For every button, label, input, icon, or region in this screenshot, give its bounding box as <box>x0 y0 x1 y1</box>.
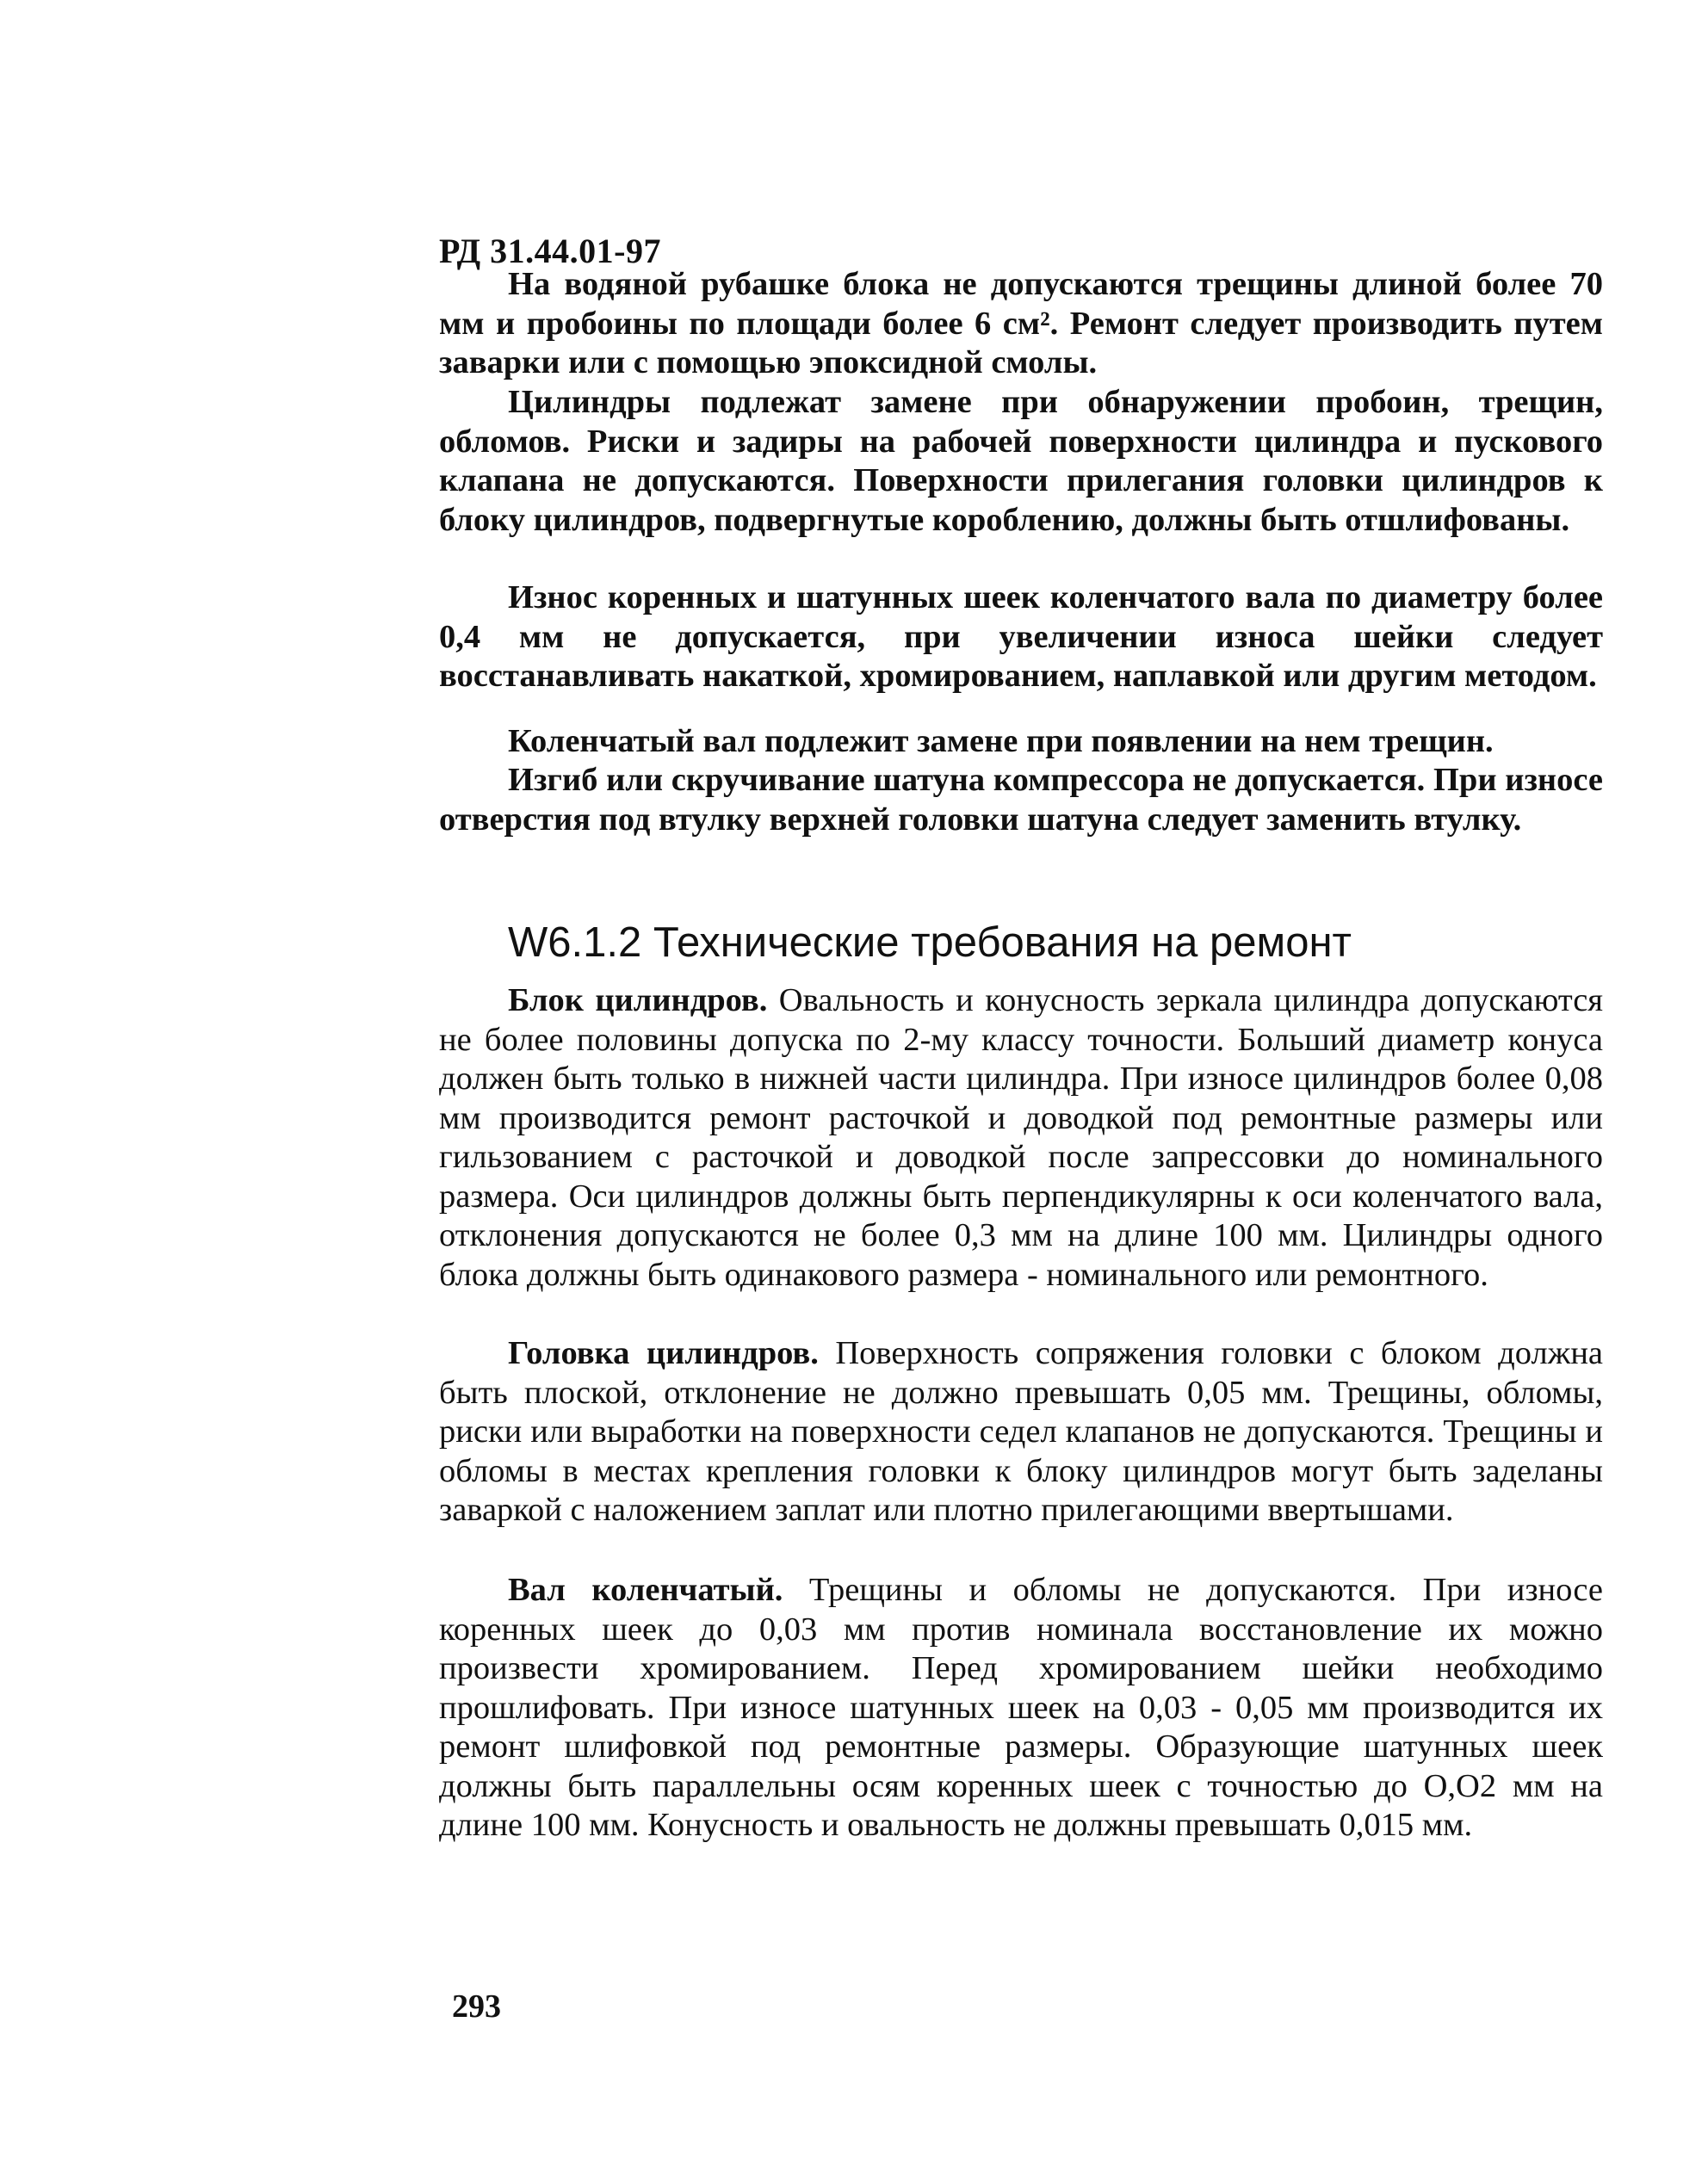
paragraph-cylinders-replacement: Цилиндры подлежат замене при обнаружении пробоин, трещин, обломов. Риски и задиры на рабочей поверхности цилиндра и пускового клапана не допускаются. Поверхности прилегания головки цилиндров к блоку цилиндров, подвергнутые короблению, должны быть отшлифованы. <box>439 384 1603 538</box>
paragraph-cylinder-block <box>439 981 1603 1295</box>
paragraph-connecting-rod: Изгиб или скручивание шатуна компрессора не допускается. При износе отверстия под втулку верхней головки шатуна следует заменить втулку. <box>439 762 1603 838</box>
document-code: РД 31.44.01-97 <box>439 232 661 270</box>
paragraph-cylinder-head <box>439 1334 1603 1531</box>
paragraph-water-jacket: На водяной рубашке блока не допускаются трещины длиной более 70 мм и пробоины по площади более 6 см². Ремонт следует производить путем заварки или с помощью эпоксидной смолы. <box>439 266 1603 380</box>
page-number: 293 <box>452 1988 501 2025</box>
paragraph-body: Овальность и конусность зеркала цилиндра допускаются не более половины допуска по 2-му классу точности. Больший диаметр конуса должен быть только в нижней части цилиндра. При износе цилиндров более 0,08 мм производится ремонт расточкой и доводкой под ремонтные размеры или гильзованием с расточкой и доводкой после запрессовки до номинального размера. Оси цилиндров должны быть перпендикулярны к оси коленчатого вала, отклонения допускаются не более 0,3 мм на длине 100 мм. Цилиндры одного блока должны быть одинакового размера - номинального или ремонтного. <box>439 982 1603 1293</box>
paragraph-lead: Блок цилиндров. <box>508 982 768 1018</box>
section-heading: W6.1.2 Технические требования на ремонт <box>508 919 1352 966</box>
paragraph-crankshaft <box>439 1571 1603 1846</box>
paragraph-lead: Вал коленчатый. <box>508 1572 783 1608</box>
paragraph-lead: Головка цилиндров. <box>508 1335 819 1371</box>
paragraph-body: Трещины и обломы не допускаются. При износе коренных шеек до 0,03 мм против номинала восстановление их можно произвести хромированием. Перед хромированием шейки необходимо прошлифовать. При износе шатунных шеек на 0,03 - 0,05 мм производится их ремонт шлифовкой под ремонтные размеры. Образующие шатунных шеек должны быть параллельны осям коренных шеек с точностью до О,О2 мм на длине 100 мм. Конусность и овальность не должны превышать 0,015 мм. <box>439 1572 1603 1843</box>
paragraph-crankshaft-cracks: Коленчатый вал подлежит замене при появлении на нем трещин. <box>508 723 1494 759</box>
paragraph-crankshaft-journals: Износ коренных и шатунных шеек коленчатого вала по диаметру более 0,4 мм не допускается, при увеличении износа шейки следует восстанавливать накаткой, хромированием, наплавкой или другим методом. <box>439 579 1603 694</box>
paragraph-body: Поверхность сопряжения головки с блоком должна быть плоской, отклонение не должно превышать 0,05 мм. Трещины, обломы, риски или выработки на поверхности седел клапанов не допускаются. Трещины и обломы в местах крепления головки к блоку цилиндров могут быть заделаны заваркой с наложением заплат или плотно прилегающими ввертышами. <box>439 1335 1604 1528</box>
